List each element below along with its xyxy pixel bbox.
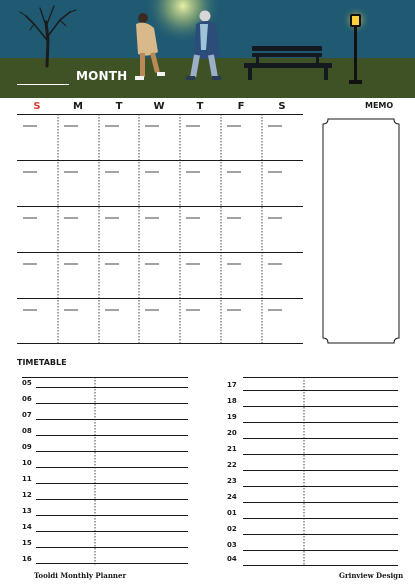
weekday-wednesday: W	[153, 101, 165, 112]
month-label: MONTH	[76, 69, 128, 83]
hour-label: 07	[22, 411, 32, 419]
footer-brand-right: Grinview Design	[339, 571, 404, 580]
weekday-thursday: T	[196, 101, 204, 112]
hour-label: 11	[22, 475, 32, 483]
hour-label: 17	[227, 381, 237, 389]
weekday-monday: M	[73, 101, 83, 112]
hour-label: 10	[22, 459, 32, 467]
hour-label: 15	[22, 539, 32, 547]
hour-label: 04	[227, 555, 237, 563]
weekday-friday: F	[237, 101, 245, 112]
timetable-title: TIMETABLE	[17, 358, 67, 367]
footer-brand-left: Tooldi Monthly Planner	[34, 571, 127, 580]
hour-label: 18	[227, 397, 237, 405]
hour-label: 05	[22, 379, 32, 387]
hour-label: 02	[227, 525, 237, 533]
timetable-left-column	[22, 377, 189, 567]
timetable-right-lines	[227, 377, 399, 567]
timetable-left-lines	[22, 377, 189, 567]
hour-label: 20	[227, 429, 237, 437]
calendar-grid	[17, 114, 303, 344]
hour-label: 16	[22, 555, 32, 563]
hour-label: 22	[227, 461, 237, 469]
weekday-sunday: S	[33, 101, 41, 112]
weekday-saturday: S	[278, 101, 286, 112]
timetable-right-column	[227, 377, 399, 567]
hour-label: 24	[227, 493, 237, 501]
date-placeholders	[23, 126, 282, 310]
grass	[0, 58, 415, 98]
memo-box[interactable]	[322, 118, 400, 344]
hour-label: 23	[227, 477, 237, 485]
hour-label: 12	[22, 491, 32, 499]
hour-label: 09	[22, 443, 32, 451]
hour-label: 03	[227, 541, 237, 549]
hour-label: 01	[227, 509, 237, 517]
hour-label: 08	[22, 427, 32, 435]
weekday-tuesday: T	[115, 101, 123, 112]
hour-label: 06	[22, 395, 32, 403]
weekday-header	[17, 101, 303, 115]
memo-label: MEMO	[365, 101, 394, 110]
hour-label: 21	[227, 445, 237, 453]
hour-label: 13	[22, 507, 32, 515]
hour-label: 19	[227, 413, 237, 421]
month-underline[interactable]	[17, 84, 69, 85]
hour-label: 14	[22, 523, 32, 531]
